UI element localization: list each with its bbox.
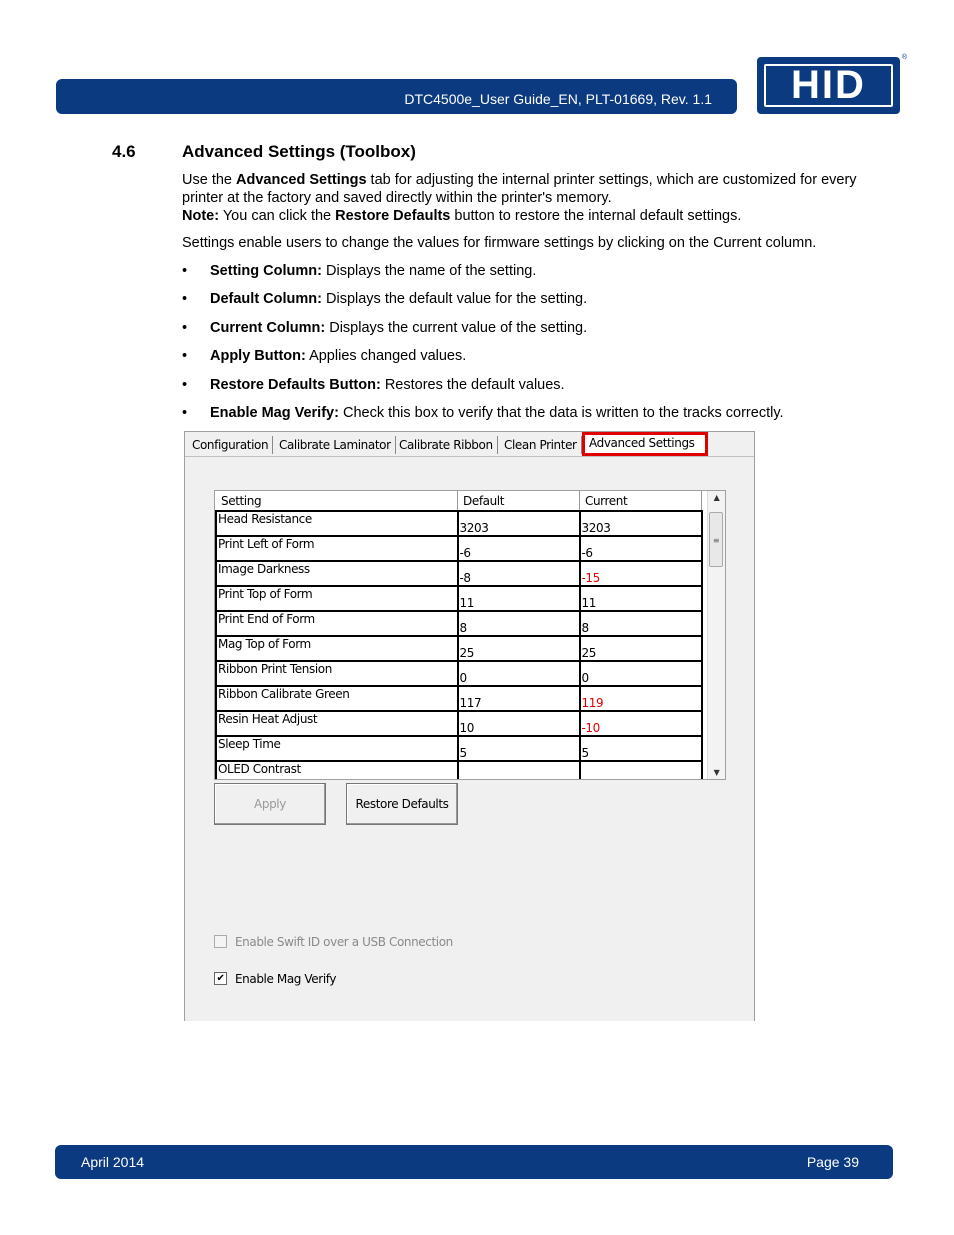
current-cell[interactable]: 8 — [580, 611, 702, 636]
setting-cell: Print Top of Form — [216, 586, 458, 611]
setting-cell: Head Resistance — [216, 511, 458, 536]
bullet-label: Setting Column: — [210, 263, 322, 279]
bullet-list — [182, 262, 882, 432]
footer-date: April 2014 — [81, 1154, 145, 1170]
intro-text: tab for adjusting the internal printer settings, which are customized for every printer at the factory and saved directly within the printer's memory. — [182, 172, 857, 206]
current-cell-changed[interactable]: -10 — [580, 711, 702, 736]
bullet-dot: • — [182, 348, 188, 365]
bullet-text: Check this box to verify that the data is written to the tracks correctly. — [338, 404, 784, 421]
table-row — [216, 736, 702, 761]
enable-mag-verify-label: Enable Mag Verify — [235, 972, 337, 986]
bullet-dot: • — [182, 404, 188, 421]
bullet-text: Restores the default values. — [380, 376, 565, 393]
settings-grid — [214, 490, 726, 780]
table-row — [216, 686, 702, 711]
bullet-dot: • — [182, 291, 188, 308]
setting-cell: Image Darkness — [216, 561, 458, 586]
default-cell: 3203 — [458, 511, 580, 536]
bullet-text: Displays the default value for the setting. — [321, 291, 588, 308]
bullet-text: Applies changed values. — [305, 348, 467, 365]
column-header-setting[interactable]: Setting — [216, 491, 458, 511]
current-cell[interactable] — [580, 761, 702, 780]
footer-bar — [55, 1145, 893, 1179]
current-cell[interactable]: -6 — [580, 536, 702, 561]
section-number: 4.6 — [112, 142, 136, 161]
table-row — [216, 561, 702, 586]
bullet-label: Current Column: — [210, 319, 326, 336]
section-title: Advanced Settings (Toolbox) — [182, 142, 416, 161]
current-cell[interactable]: 5 — [580, 736, 702, 761]
toolbox-screenshot — [184, 431, 755, 1021]
list-item — [182, 290, 882, 318]
default-cell: 8 — [458, 611, 580, 636]
default-cell: 25 — [458, 636, 580, 661]
default-cell: 10 — [458, 711, 580, 736]
default-cell: -6 — [458, 536, 580, 561]
tab-configuration[interactable]: Configuration — [188, 436, 273, 454]
table-row — [216, 511, 702, 536]
setting-cell: Ribbon Calibrate Green — [216, 686, 458, 711]
enable-swift-id-label: Enable Swift ID over a USB Connection — [235, 935, 453, 949]
setting-cell: Print Left of Form — [216, 536, 458, 561]
header-bar — [56, 79, 737, 114]
current-cell-changed[interactable]: 119 — [580, 686, 702, 711]
setting-cell: OLED Contrast — [216, 761, 458, 780]
grip-icon: ≡ — [712, 536, 720, 545]
default-cell: -8 — [458, 561, 580, 586]
restore-defaults-button[interactable]: Restore Defaults — [346, 783, 458, 825]
table-row — [216, 586, 702, 611]
default-cell: 117 — [458, 686, 580, 711]
hid-logo — [757, 54, 907, 114]
table-row — [216, 711, 702, 736]
list-item — [182, 376, 882, 404]
current-cell[interactable]: 3203 — [580, 511, 702, 536]
bullet-dot: • — [182, 319, 188, 336]
list-item — [182, 347, 882, 375]
bullet-label: Apply Button: — [210, 348, 306, 365]
table-row — [216, 536, 702, 561]
bullet-text: Displays the current value of the setting. — [325, 319, 588, 336]
list-item — [182, 319, 882, 347]
default-cell: 0 — [458, 661, 580, 686]
bullet-dot: • — [182, 263, 188, 279]
table-row — [216, 761, 702, 780]
document-id: DTC4500e_User Guide_EN, PLT-01669, Rev. 1.1 — [404, 91, 712, 107]
note-label: Note: — [182, 208, 220, 224]
settings-paragraph: Settings enable users to change the values for firmware settings by clicking on the Current column. — [182, 235, 817, 251]
current-cell[interactable]: 11 — [580, 586, 702, 611]
note-bold: Restore Defaults — [335, 208, 451, 224]
scroll-thumb[interactable] — [709, 512, 723, 567]
scroll-down-arrow-icon[interactable]: ▼ — [713, 768, 720, 777]
note-text: button to restore the internal default settings. — [450, 208, 742, 224]
scroll-up-arrow-icon[interactable]: ▲ — [713, 493, 720, 502]
table-row — [216, 661, 702, 686]
current-cell-changed[interactable]: -15 — [580, 561, 702, 586]
setting-cell: Ribbon Print Tension — [216, 661, 458, 686]
current-cell[interactable]: 25 — [580, 636, 702, 661]
enable-mag-verify-checkbox[interactable]: ✔ — [214, 972, 227, 985]
default-cell: 11 — [458, 586, 580, 611]
tab-clean-printer[interactable]: Clean Printer — [500, 436, 582, 454]
column-header-current[interactable]: Current — [580, 491, 702, 511]
list-item — [182, 262, 882, 290]
tab-calibrate-laminator[interactable]: Calibrate Laminator — [275, 436, 396, 454]
enable-swift-id-checkbox[interactable] — [214, 935, 227, 948]
tab-strip — [185, 432, 754, 456]
table-row — [216, 611, 702, 636]
registered-mark: ® — [901, 54, 907, 61]
bullet-label: Restore Defaults Button: — [210, 376, 381, 393]
bullet-dot: • — [182, 376, 188, 393]
apply-button[interactable]: Apply — [214, 783, 326, 825]
default-cell — [458, 761, 580, 780]
tab-advanced-settings[interactable]: Advanced Settings — [582, 432, 708, 456]
intro-text: Use the — [182, 172, 236, 188]
current-cell[interactable]: 0 — [580, 661, 702, 686]
bullet-label: Enable Mag Verify: — [210, 404, 339, 421]
setting-cell: Mag Top of Form — [216, 636, 458, 661]
tab-calibrate-ribbon[interactable]: Calibrate Ribbon — [395, 436, 498, 454]
advanced-settings-panel — [185, 456, 754, 1021]
bullet-text: Displays the name of the setting. — [321, 263, 537, 279]
page-number: Page 39 — [806, 1154, 859, 1170]
hid-logo-text: HID — [764, 64, 893, 107]
intro-paragraph — [182, 171, 882, 225]
intro-bold: Advanced Settings — [236, 172, 367, 188]
setting-cell: Resin Heat Adjust — [216, 711, 458, 736]
default-cell: 5 — [458, 736, 580, 761]
list-item — [182, 404, 882, 432]
grid-scrollbar[interactable] — [707, 491, 725, 779]
note-text: You can click the — [219, 208, 336, 224]
column-header-default[interactable]: Default — [458, 491, 580, 511]
table-row — [216, 636, 702, 661]
setting-cell: Sleep Time — [216, 736, 458, 761]
bullet-label: Default Column: — [210, 291, 322, 308]
setting-cell: Print End of Form — [216, 611, 458, 636]
